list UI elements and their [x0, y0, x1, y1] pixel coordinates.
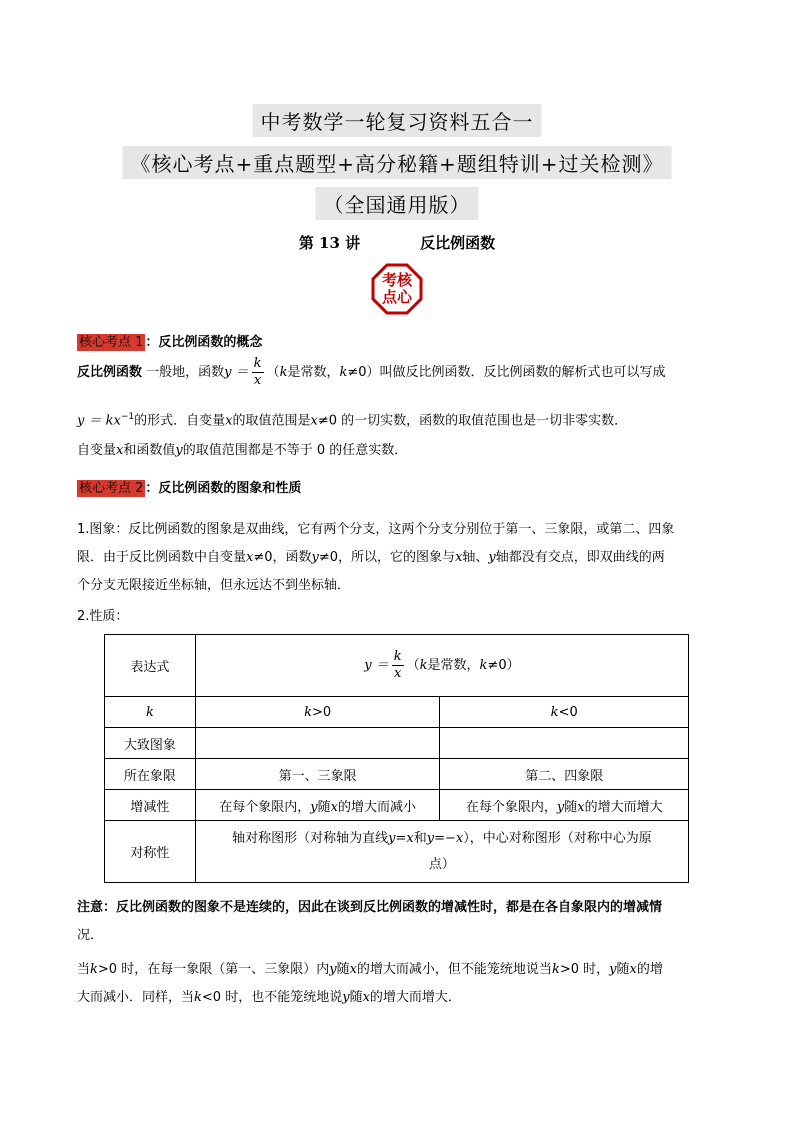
- var: y: [556, 799, 565, 815]
- core-points-stamp-icon: [371, 263, 423, 315]
- text-line: 1.图象：反比例函数的图象是双曲线，它有两个分支，这两个分支分别位于第一、三象限，或第二、四象: [77, 522, 675, 537]
- text: 轴都没有交点，即双曲线的两: [495, 550, 665, 565]
- text-line: 个分支无限接近坐标轴，但永远达不到坐标轴．: [77, 578, 351, 593]
- table-row: [105, 790, 689, 821]
- text: ≠0 的一切实数，函数的取值范围也是一切非零实数．: [317, 413, 628, 429]
- var: k: [194, 990, 202, 1005]
- frac-num: k: [253, 356, 262, 371]
- section2-heading: [77, 480, 719, 498]
- text: 的增大而增大: [584, 799, 663, 815]
- notes-paragraph-2: [77, 956, 719, 1012]
- expression-cell: [195, 635, 688, 697]
- text: 在每个象限内，: [465, 799, 557, 815]
- var: x: [116, 443, 124, 458]
- formula-kx: kx: [105, 413, 121, 429]
- text: 的取值范围都是不等于 0 的任意实数．: [182, 443, 408, 458]
- var: x: [629, 962, 637, 977]
- frac-num: k: [393, 649, 402, 664]
- var: x: [225, 413, 233, 429]
- text: <0 时，也不能笼统地说: [201, 990, 343, 1005]
- var: x: [330, 799, 338, 815]
- definition-paragraph: [77, 356, 719, 389]
- formula-lhs: y ＝: [224, 365, 249, 380]
- var: y: [310, 799, 318, 815]
- text: 的取值范围是: [232, 413, 311, 429]
- var: k: [339, 365, 348, 380]
- stamp-line1: 考核: [381, 271, 412, 289]
- text: 轴、: [462, 550, 489, 565]
- frac-den: x: [253, 373, 262, 388]
- text: （: [266, 365, 280, 380]
- text: 是常数，: [287, 365, 340, 380]
- text: ≠0）叫做反比例函数．反比例函数的解析式也可以写成: [347, 365, 666, 380]
- text-line: 点）: [428, 856, 455, 872]
- row-label: 表达式: [105, 635, 196, 697]
- graph-cell: [195, 728, 440, 759]
- text: 限．由于反比例函数中自变量: [77, 550, 247, 565]
- var: x: [577, 799, 585, 815]
- equation: y=x: [388, 830, 414, 846]
- var: x: [310, 413, 318, 429]
- text: 的增: [636, 962, 663, 977]
- lesson-title: 反比例函数: [420, 234, 496, 252]
- text: ），中心对称图形（对称中心为原: [463, 830, 652, 846]
- exponent: −1: [120, 412, 135, 422]
- row-label: 所在象限: [105, 759, 196, 790]
- text: 轴对称图形（对称轴为直线: [232, 830, 389, 846]
- text: 随: [564, 799, 578, 815]
- text-line: [77, 956, 719, 984]
- cell: 第一、三象限: [195, 759, 440, 790]
- section-heading-text: ：反比例函数的概念: [145, 335, 263, 350]
- graph-paragraph: [77, 516, 719, 600]
- cell: [195, 790, 440, 821]
- text: 一般地，函数: [146, 365, 225, 380]
- var: x: [362, 990, 370, 1005]
- var: y: [311, 550, 319, 565]
- text-line: 况．: [77, 928, 104, 943]
- text: 随: [317, 799, 331, 815]
- row-label: 大致图象: [105, 728, 196, 759]
- symmetry-cell: [195, 821, 688, 883]
- text-line: [77, 894, 719, 922]
- text: 和函数值: [123, 443, 176, 458]
- text-line: [77, 544, 719, 572]
- var: y: [175, 443, 183, 458]
- notes-paragraph: [77, 894, 719, 950]
- var: x: [246, 550, 254, 565]
- var: k: [550, 704, 559, 720]
- lesson-number: 第 13 讲: [298, 234, 361, 252]
- cell: [440, 790, 689, 821]
- frac-den: x: [393, 666, 402, 681]
- text: 是常数，: [427, 658, 480, 673]
- term-label: 反比例函数: [77, 365, 143, 380]
- text: （: [406, 658, 420, 673]
- text: 随: [336, 962, 350, 977]
- text: 在每个象限内，: [219, 799, 311, 815]
- text: >0 时，在每一象限（第一、三象限）内: [97, 962, 330, 977]
- text: 随: [349, 990, 363, 1005]
- properties-table: [104, 634, 689, 883]
- var: x: [455, 550, 463, 565]
- formula-lhs: y ＝: [364, 658, 389, 673]
- text: 的形式．自变量: [134, 413, 226, 429]
- text: ≠0）: [487, 658, 520, 673]
- table-row: [105, 635, 689, 697]
- var: k: [479, 658, 488, 673]
- text: ≠0，函数: [253, 550, 312, 565]
- fraction: [252, 356, 264, 389]
- cell: 第二、四象限: [440, 759, 689, 790]
- text-line: [216, 826, 668, 852]
- row-label: k: [105, 697, 196, 728]
- cell: [195, 697, 440, 728]
- definition-line2: [77, 408, 719, 430]
- table-row: [105, 759, 689, 790]
- var: k: [419, 658, 428, 673]
- text: 和: [413, 830, 427, 846]
- doc-title-line3: （全国通用版）: [316, 187, 479, 220]
- var: k: [304, 704, 312, 720]
- formula-lhs: y ＝: [77, 413, 102, 429]
- var: y: [488, 550, 496, 565]
- var: y: [609, 962, 617, 977]
- table-row: [105, 697, 689, 728]
- row-label: 增减性: [105, 790, 196, 821]
- text: 当: [77, 962, 91, 977]
- section1-heading: [77, 334, 719, 352]
- var: k: [279, 365, 288, 380]
- stamp-line2: 点心: [381, 288, 412, 306]
- table-row: [105, 728, 689, 759]
- text: 的增大而增大．: [369, 990, 461, 1005]
- equation: y=−x: [426, 830, 464, 846]
- section-heading-text: ：反比例函数的图象和性质: [145, 481, 302, 496]
- doc-title-line1: 中考数学一轮复习资料五合一: [253, 104, 542, 137]
- var: y: [329, 962, 337, 977]
- core-point-tag: 核心考点 1: [79, 335, 144, 350]
- text-line: [77, 984, 719, 1012]
- doc-title-line2: 《核心考点+重点题型+高分秘籍+题组特训+过关检测》: [122, 146, 671, 179]
- core-point-tag: 核心考点 2: [79, 481, 144, 496]
- text: 注意：反比例函数的图象不是连续的，因此在谈到反比例函数的增减性时，都是在各自象限内的增减情: [77, 900, 663, 915]
- text: 大而减小．同样，当: [77, 990, 195, 1005]
- var: k: [90, 962, 98, 977]
- table-row: [105, 821, 689, 883]
- lesson-heading: [0, 232, 794, 253]
- text: >0 时，: [559, 962, 610, 977]
- text: 的增大而减小，但不能笼统地说当: [356, 962, 552, 977]
- text: >0: [311, 704, 332, 720]
- properties-label: 2.性质：: [77, 609, 129, 624]
- cell: [440, 697, 689, 728]
- var: x: [349, 962, 357, 977]
- definition-line3: [77, 442, 719, 460]
- row-label: 对称性: [105, 821, 196, 883]
- text: 随: [616, 962, 630, 977]
- var: y: [342, 990, 350, 1005]
- text: 自变量: [77, 443, 117, 458]
- text: 的增大而减小: [337, 799, 416, 815]
- fraction: [392, 649, 404, 682]
- var: k: [551, 962, 560, 977]
- text: ≠0，所以，它的图象与: [318, 550, 456, 565]
- text: <0: [558, 704, 578, 720]
- graph-cell: [440, 728, 689, 759]
